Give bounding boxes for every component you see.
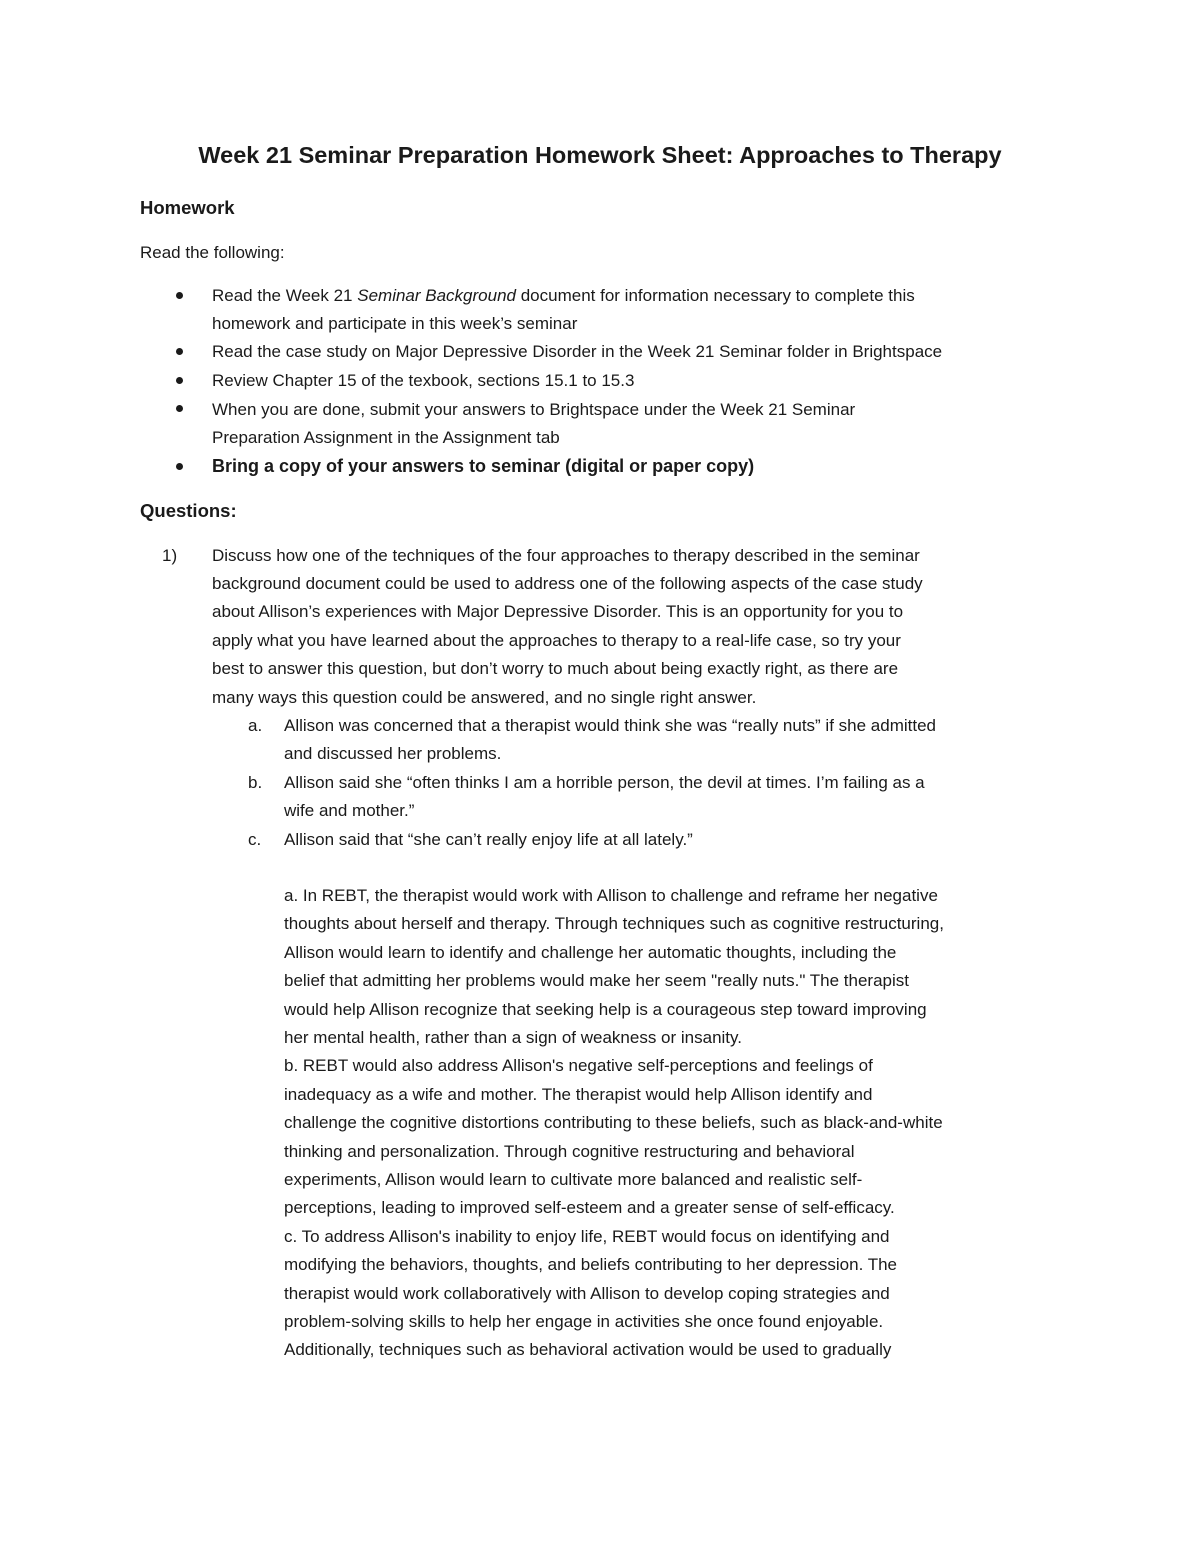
answer-line: would help Allison recognize that seeking help is a courageous step toward improving [284, 1000, 927, 1019]
answer-line: c. To address Allison's inability to enjoy life, REBT would focus on identifying and [284, 1227, 890, 1246]
bullet-2: Read the case study on Major Depressive Disorder in the Week 21 Seminar folder in Brightspace [212, 342, 943, 361]
sub-item-label: c. [248, 830, 262, 849]
answer-line: inadequacy as a wife and mother. The therapist would help Allison identify and [284, 1085, 873, 1104]
bullet-3: Review Chapter 15 of the texbook, sections 15.1 to 15.3 [212, 371, 635, 390]
answer-line: problem-solving skills to help her engage in activities she once found enjoyable. [284, 1312, 884, 1331]
sub-item-label: a. [248, 716, 263, 735]
bullet-4-line-2: Preparation Assignment in the Assignment tab [212, 428, 560, 447]
answer-line: Additionally, techniques such as behavioral activation would be used to gradually [284, 1340, 892, 1359]
bullet-1-line-1 [212, 286, 915, 306]
sub-item-line: wife and mother.” [284, 801, 415, 820]
questions-heading: Questions: [140, 500, 237, 521]
bullet-4-line-1: When you are done, submit your answers to Brightspace under the Week 21 Seminar [212, 400, 856, 419]
answer-line: experiments, Allison would learn to cultivate more balanced and realistic self- [284, 1170, 863, 1189]
bullet-icon [176, 405, 183, 412]
question-line: best to answer this question, but don’t worry to much about being exactly right, as there are [212, 659, 899, 678]
answer-line: her mental health, rather than a sign of weakness or insanity. [284, 1028, 742, 1047]
answer-line: modifying the behaviors, thoughts, and beliefs contributing to her depression. The [284, 1255, 898, 1274]
bullet-icon [176, 348, 183, 355]
answer-line: therapist would work collaboratively with Allison to develop coping strategies and [284, 1284, 890, 1303]
bullet-icon [176, 463, 183, 470]
answer-line: b. REBT would also address Allison's negative self-perceptions and feelings of [284, 1056, 873, 1075]
answer-line: Allison would learn to identify and challenge her automatic thoughts, including the [284, 943, 897, 962]
answer-line: belief that admitting her problems would make her seem "really nuts." The therapist [284, 971, 910, 990]
bullet-1-text-pre: Read the Week 21 [212, 286, 358, 305]
answer-line: challenge the cognitive distortions contributing to these beliefs, such as black-and-white [284, 1113, 943, 1132]
read-following-text: Read the following: [140, 243, 285, 262]
question-line: apply what you have learned about the approaches to therapy to a real-life case, so try your [212, 631, 901, 650]
answer-line: a. In REBT, the therapist would work with Allison to challenge and reframe her negative [284, 886, 938, 905]
answer-line: thoughts about herself and therapy. Through techniques such as cognitive restructuring, [284, 914, 944, 933]
answer-line: perceptions, leading to improved self-esteem and a greater sense of self-efficacy. [284, 1198, 895, 1217]
bullet-icon [176, 292, 183, 299]
question-line: background document could be used to address one of the following aspects of the case study [212, 574, 923, 593]
question-line: about Allison’s experiences with Major Depressive Disorder. This is an opportunity for you to [212, 602, 904, 621]
question-line: many ways this question could be answered, and no single right answer. [212, 688, 757, 707]
bullet-1-line-2: homework and participate in this week’s seminar [212, 314, 578, 333]
sub-item-line: Allison said that “she can’t really enjoy life at all lately.” [284, 830, 693, 849]
sub-item-line: Allison was concerned that a therapist would think she was “really nuts” if she admitted [284, 716, 936, 735]
sub-item-line: Allison said she “often thinks I am a horrible person, the devil at times. I’m failing as a [284, 773, 925, 792]
homework-heading: Homework [140, 197, 235, 218]
bullet-5-bold: Bring a copy of your answers to seminar (digital or paper copy) [212, 456, 755, 476]
bullet-1-text-post: document for information necessary to complete this [516, 286, 915, 305]
sub-item-label: b. [248, 773, 263, 792]
answer-line: thinking and personalization. Through cognitive restructuring and behavioral [284, 1142, 855, 1161]
page-title: Week 21 Seminar Preparation Homework Sheet: Approaches to Therapy [198, 142, 1002, 168]
question-number: 1) [162, 546, 178, 565]
sub-item-line: and discussed her problems. [284, 744, 502, 763]
question-line: Discuss how one of the techniques of the four approaches to therapy described in the seminar [212, 546, 920, 565]
bullet-1-italic: Seminar Background [357, 286, 516, 305]
bullet-icon [176, 377, 183, 384]
